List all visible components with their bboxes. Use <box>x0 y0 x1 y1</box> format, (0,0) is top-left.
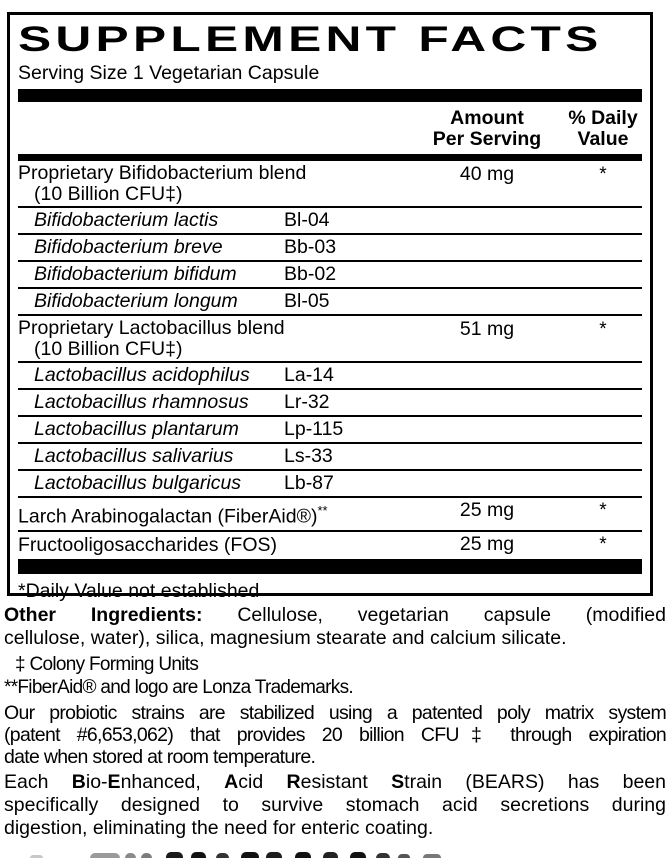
probiotic-stability-paragraph <box>4 702 666 768</box>
facts-rows <box>18 161 642 558</box>
paragraph-line: date when stored at room temperature. <box>4 746 316 768</box>
strain-code: Ls-33 <box>284 445 333 467</box>
cutoff-glyph-fragment <box>423 854 441 858</box>
amount-value: 25 mg <box>459 532 515 555</box>
cutoff-glyph-fragment <box>191 852 206 858</box>
ingredient-name-text: Fructooligosaccharides (FOS) <box>18 533 278 556</box>
divider-thick-bottom <box>18 559 642 574</box>
table-row <box>18 262 642 289</box>
cutoff-text-fragments <box>0 846 670 858</box>
ingredient-name-text: Proprietary Lactobacillus blend <box>18 317 285 339</box>
strain-code: Bb-03 <box>284 236 337 258</box>
strain-name: Lactobacillus bulgaricus <box>34 472 242 494</box>
serving-size: Serving Size 1 Vegetarian Capsule <box>18 62 320 84</box>
supplement-facts-panel <box>7 12 653 602</box>
amount-value: 40 mg <box>459 163 515 185</box>
cutoff-glyph-fragment <box>266 852 282 858</box>
table-row <box>18 316 642 363</box>
divider-thick-top <box>18 89 642 102</box>
cutoff-glyph-fragment <box>125 853 136 858</box>
table-row <box>18 235 642 262</box>
paragraph-line: digestion, eliminating the need for enteric coating. <box>4 817 434 839</box>
table-row <box>18 363 642 390</box>
table-row <box>18 498 642 532</box>
table-row <box>18 532 642 558</box>
strain-name: Lactobacillus plantarum <box>34 418 239 440</box>
strain-code: La-14 <box>284 364 334 386</box>
panel-title-wrap <box>18 19 642 61</box>
other-ingredients-paragraph <box>4 604 666 649</box>
ingredient-subline: (10 Billion CFU‡) <box>34 338 183 360</box>
strain-name: Lactobacillus acidophilus <box>34 364 250 386</box>
column-headers <box>18 108 642 150</box>
paragraph-line: cellulose, water), silica, magnesium stearate and calcium silicate. <box>4 626 567 649</box>
daily-value-footnote: *Daily Value not established <box>18 579 260 602</box>
table-row <box>18 289 642 316</box>
strain-name: Lactobacillus salivarius <box>34 445 234 467</box>
daily-value: * <box>599 319 607 340</box>
table-row <box>18 161 642 208</box>
paragraph-line: Our probiotic strains are stabilized using a patented poly matrix system <box>4 702 666 724</box>
panel-title: SUPPLEMENT FACTS <box>18 20 603 59</box>
daily-value: * <box>599 533 607 555</box>
strain-name: Bifidobacterium bifidum <box>34 263 237 285</box>
cfu-footnote: ‡ Colony Forming Units <box>15 654 199 675</box>
table-row <box>18 471 642 498</box>
paragraph-line: Other Ingredients: Cellulose, vegetarian capsule (modified <box>4 604 666 626</box>
label-footer <box>4 604 666 840</box>
strain-code: Bb-02 <box>284 263 337 285</box>
cutoff-glyph-fragment <box>216 853 229 858</box>
bears-paragraph <box>4 771 666 840</box>
table-row <box>18 417 642 444</box>
strain-name: Bifidobacterium breve <box>34 236 223 258</box>
strain-name: Lactobacillus rhamnosus <box>34 391 249 413</box>
cutoff-glyph-fragment <box>295 852 311 858</box>
daily-value: * <box>599 500 607 521</box>
cutoff-glyph-fragment <box>166 852 183 858</box>
paragraph-line: specifically designed to survive stomach acid secretions during <box>4 794 666 816</box>
strain-name: Bifidobacterium longum <box>34 290 238 312</box>
ingredient-name <box>18 533 410 557</box>
paragraph-line: (patent #6,653,062) that provides 20 billion CFU‡ through expiration <box>4 724 666 746</box>
amount-value: 51 mg <box>459 318 515 340</box>
daily-value: * <box>599 164 607 185</box>
strain-code: Bl-05 <box>284 290 330 312</box>
strain-name: Bifidobacterium lactis <box>34 209 219 231</box>
amount-value: 25 mg <box>459 499 515 521</box>
cutoff-glyph-fragment <box>376 853 390 858</box>
table-row <box>18 444 642 471</box>
divider-header-rule <box>18 154 642 161</box>
fiberaid-trademark-note: **FiberAid® and logo are Lonza Trademarks. <box>4 677 353 698</box>
strain-code: Lr-32 <box>284 391 330 413</box>
daily-value-header: % Daily Value <box>568 107 638 150</box>
ingredient-name-text: Larch Arabinogalactan (FiberAid®)** <box>18 503 328 528</box>
cutoff-glyph-fragment <box>398 854 410 858</box>
ingredient-name-superscript: ** <box>317 503 328 518</box>
ingredient-name <box>18 318 410 360</box>
cutoff-glyph-fragment <box>323 852 338 858</box>
cutoff-glyph-fragment <box>141 853 152 858</box>
ingredient-name <box>18 499 410 529</box>
cutoff-glyph-fragment <box>241 852 259 858</box>
ingredient-subline: (10 Billion CFU‡) <box>34 183 183 205</box>
amount-header: Amount Per Serving <box>432 107 542 150</box>
table-row <box>18 390 642 417</box>
strain-code: Lp-115 <box>284 418 344 440</box>
cutoff-glyph-fragment <box>90 853 120 858</box>
ingredient-name-text: Proprietary Bifidobacterium blend <box>18 162 307 184</box>
ingredient-name <box>18 163 410 205</box>
strain-code: Lb-87 <box>284 472 334 494</box>
cutoff-glyph-fragment <box>350 852 366 858</box>
paragraph-line: Each Bio-Enhanced, Acid Resistant Strain (BEARS) has been <box>4 771 666 793</box>
strain-code: Bl-04 <box>284 209 330 231</box>
table-row <box>18 208 642 235</box>
